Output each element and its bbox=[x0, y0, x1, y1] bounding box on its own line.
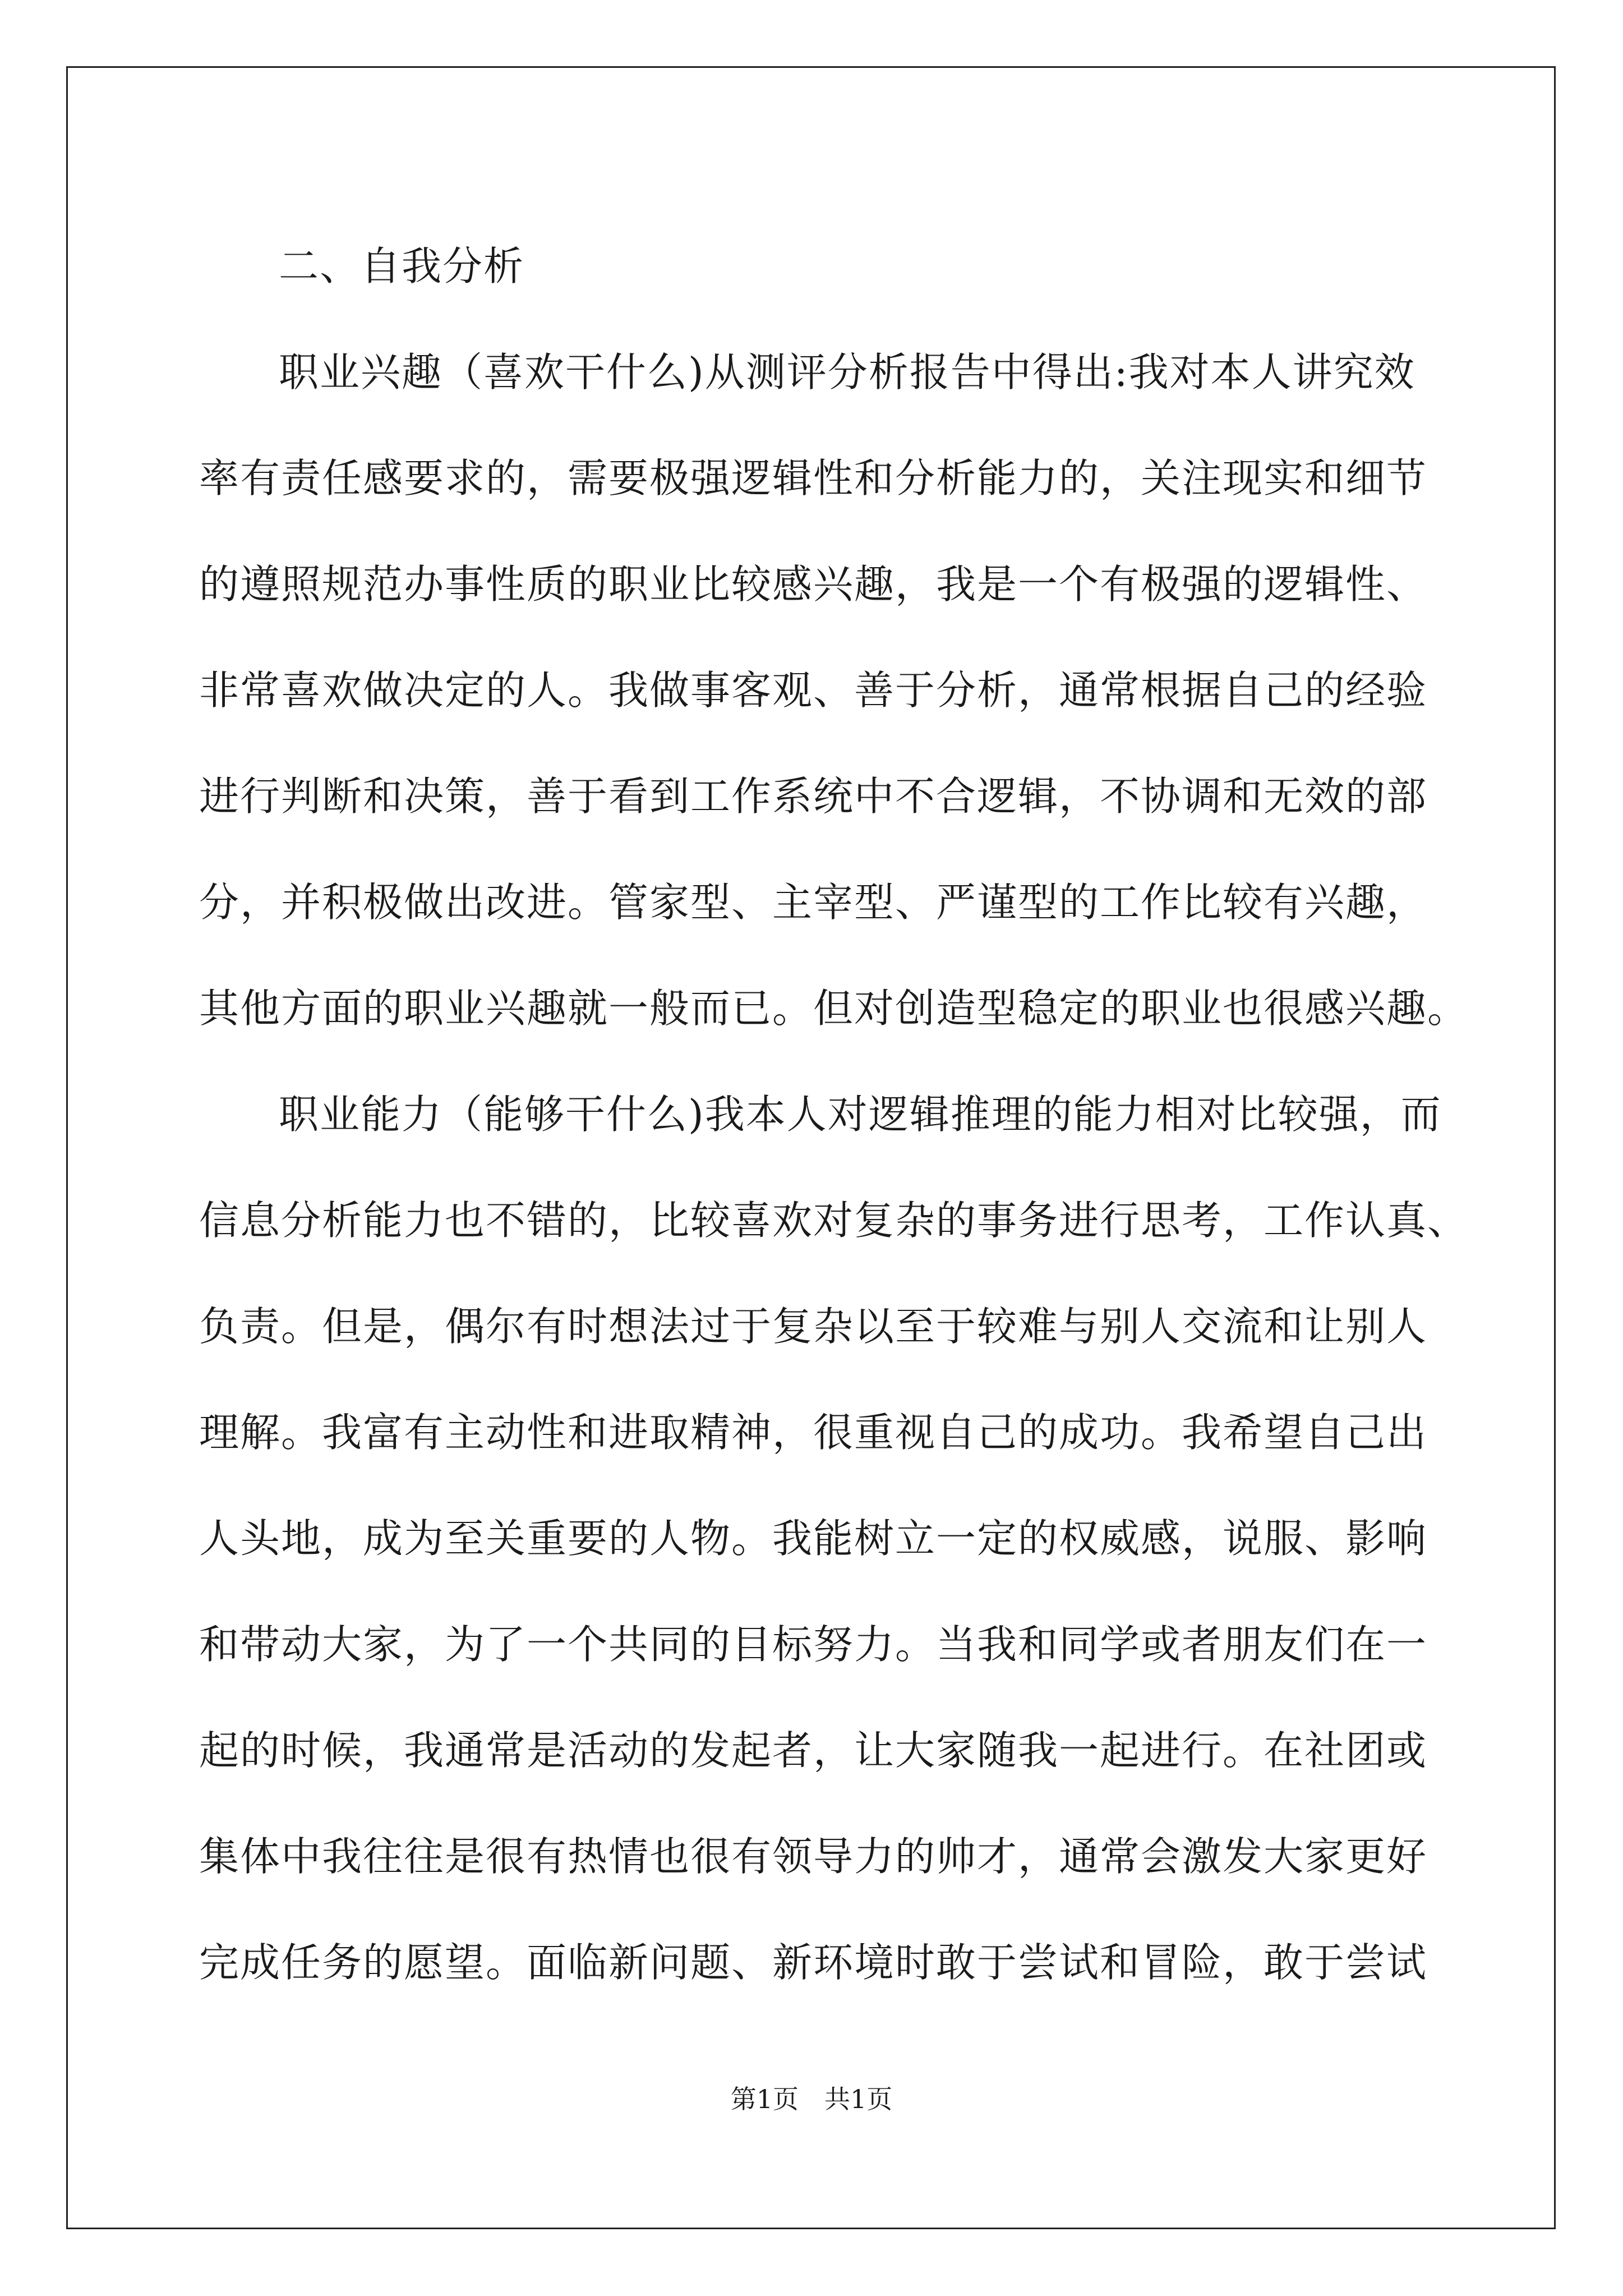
paragraph-line: 集体中我往往是很有热情也很有领导力的帅才，通常会激发大家更好 bbox=[199, 1833, 1428, 1880]
paragraph-line: 负责。但是，偶尔有时想法过于复杂以至于较难与别人交流和让别人 bbox=[199, 1303, 1428, 1350]
paragraph-line: 和带动大家，为了一个共同的目标努力。当我和同学或者朋友们在一 bbox=[199, 1621, 1428, 1668]
page-count: 共1页 bbox=[824, 2084, 893, 2114]
paragraph-line: 的遵照规范办事性质的职业比较感兴趣，我是一个有极强的逻辑性、 bbox=[199, 561, 1428, 608]
paragraph-line: 进行判断和决策，善于看到工作系统中不合逻辑，不协调和无效的部 bbox=[199, 773, 1428, 820]
section-heading: 二、自我分析 bbox=[279, 243, 525, 289]
paragraph-line: 完成任务的愿望。面临新问题、新环境时敢于尝试和冒险，敢于尝试 bbox=[199, 1939, 1428, 1986]
paragraph-line: 分，并积极做出改进。管家型、主宰型、严谨型的工作比较有兴趣， bbox=[199, 879, 1428, 926]
paragraph-line: 职业能力（能够干什么)我本人对逻辑推理的能力相对比较强，而 bbox=[279, 1091, 1442, 1138]
page-footer bbox=[0, 2082, 1623, 2116]
paragraph-line: 率有责任感要求的，需要极强逻辑性和分析能力的，关注现实和细节 bbox=[199, 455, 1428, 501]
page-number: 第1页 bbox=[730, 2084, 799, 2114]
paragraph-line: 信息分析能力也不错的，比较喜欢对复杂的事务进行思考，工作认真、 bbox=[199, 1197, 1469, 1244]
document-body bbox=[199, 213, 1469, 2016]
paragraph-line: 理解。我富有主动性和进取精神，很重视自己的成功。我希望自己出 bbox=[199, 1409, 1428, 1456]
paragraph-line: 起的时候，我通常是活动的发起者，让大家随我一起进行。在社团或 bbox=[199, 1727, 1428, 1774]
paragraph-line: 职业兴趣（喜欢干什么)从测评分析报告中得出:我对本人讲究效 bbox=[279, 349, 1415, 395]
paragraph-line: 人头地，成为至关重要的人物。我能树立一定的权威感，说服、影响 bbox=[199, 1515, 1428, 1562]
paragraph-line: 其他方面的职业兴趣就一般而已。但对创造型稳定的职业也很感兴趣。 bbox=[199, 985, 1469, 1032]
paragraph-line: 非常喜欢做决定的人。我做事客观、善于分析，通常根据自己的经验 bbox=[199, 667, 1428, 714]
